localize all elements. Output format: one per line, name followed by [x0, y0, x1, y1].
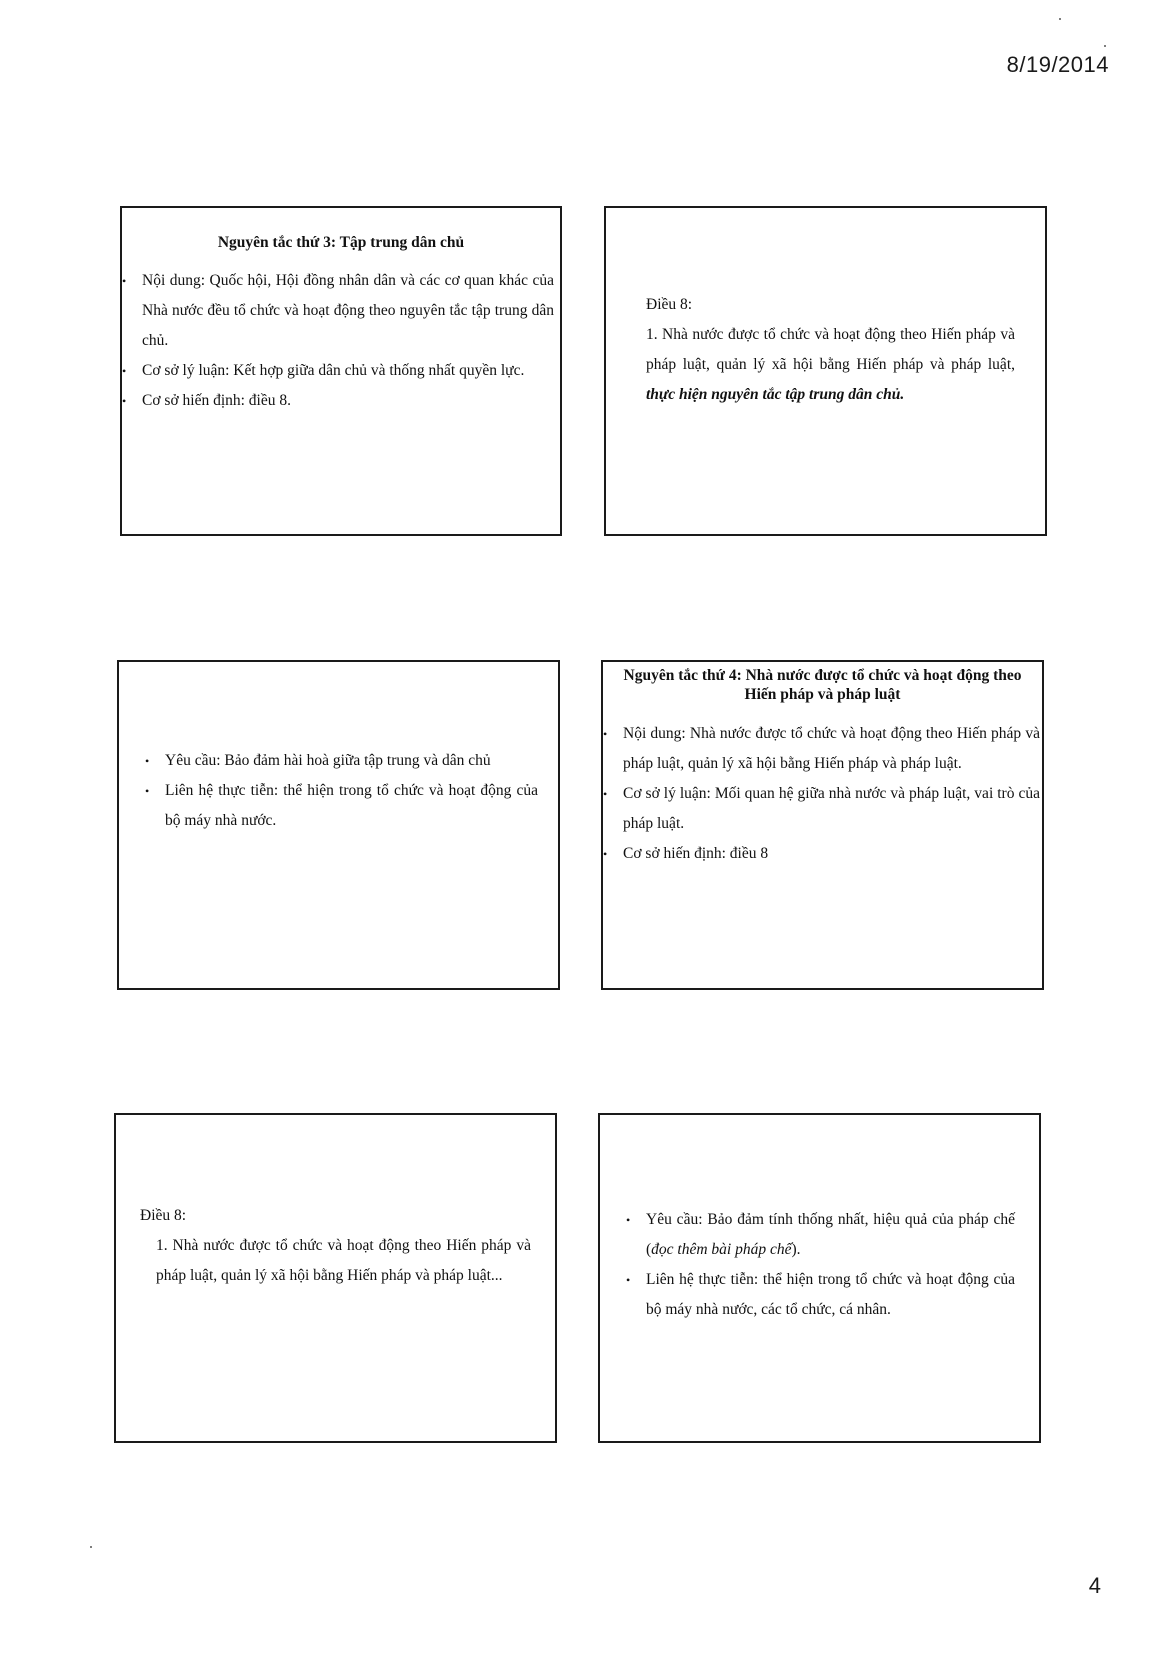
slide-requirements-4 [598, 1113, 1041, 1443]
scan-speck [1104, 45, 1106, 47]
bullet-list [603, 719, 1040, 869]
bullet-theory: • Cơ sở lý luận: Kết hợp giữa dân chủ và thống nhất quyền lực. [122, 356, 554, 386]
article-label: Điều 8: [646, 296, 693, 313]
bullet-list [145, 746, 538, 836]
article-label: Điều 8: [140, 1207, 187, 1224]
bullet-practice: • Liên hệ thực tiễn: thể hiện trong tổ chức và hoạt động của bộ máy nhà nước. [145, 776, 538, 836]
page-number: 4 [1088, 1573, 1101, 1598]
bullet-content: • Nội dung: Nhà nước được tổ chức và hoạt động theo Hiến pháp và pháp luật, quản lý xã hội bằng Hiến pháp và pháp luật. [603, 719, 1040, 779]
article-block [646, 290, 1015, 410]
bullet-theory: • Cơ sở lý luận: Mối quan hệ giữa nhà nước và pháp luật, vai trò của pháp luật. [603, 779, 1040, 839]
bullet-requirement-text: Yêu cầu: Bảo đảm tính thống nhất, hiệu quả của pháp chế ( [646, 1211, 1015, 1258]
bullet-list [122, 266, 554, 416]
bullet-requirement [626, 1205, 1015, 1265]
slide-requirements-3 [117, 660, 560, 990]
bullet-requirement-note: đọc thêm bài pháp chế [651, 1241, 792, 1258]
bullet-requirement: • Yêu cầu: Bảo đảm hài hoà giữa tập trung và dân chủ [145, 746, 538, 776]
slide-title: Nguyên tắc thứ 3: Tập trung dân chủ [217, 234, 465, 251]
bullet-practice: • Liên hệ thực tiễn: thể hiện trong tổ chức và hoạt động của bộ máy nhà nước, các tổ chức, cá nhân. [626, 1265, 1015, 1325]
article-emphasis: thực hiện nguyên tắc tập trung dân chủ. [646, 386, 905, 403]
slide-article-8-excerpt [114, 1113, 557, 1443]
slide-title: Nguyên tắc thứ 4: Nhà nước được tổ chức và hoạt động theo Hiến pháp và pháp luật [623, 667, 1022, 703]
slide-principle-3 [120, 206, 562, 536]
article-text: 1. Nhà nước được tổ chức và hoạt động theo Hiến pháp và pháp luật, quản lý xã hội bằng Hiến pháp và pháp luật... [156, 1237, 531, 1284]
page-date: 8/19/2014 [1006, 52, 1109, 77]
slide-article-8 [604, 206, 1047, 536]
scan-speck [90, 1546, 92, 1548]
slide-principle-4 [601, 660, 1044, 990]
bullet-content: • Nội dung: Quốc hội, Hội đồng nhân dân và các cơ quan khác của Nhà nước đều tổ chức và hoạt động theo nguyên tắc tập trung dân chủ. [122, 266, 554, 356]
scan-speck [1059, 18, 1061, 20]
bullet-constitutional-basis: • Cơ sở hiến định: điều 8. [122, 386, 554, 416]
bullet-requirement-tail: ). [791, 1241, 801, 1258]
bullet-list [626, 1205, 1015, 1325]
bullet-constitutional-basis: • Cơ sở hiến định: điều 8 [603, 839, 1040, 869]
article-clause: 1. Nhà nước được tổ chức và hoạt động theo Hiến pháp và pháp luật, quản lý xã hội bằng Hiến pháp và pháp luật, [646, 326, 1015, 373]
article-block [140, 1201, 531, 1291]
article-text [646, 320, 1015, 410]
